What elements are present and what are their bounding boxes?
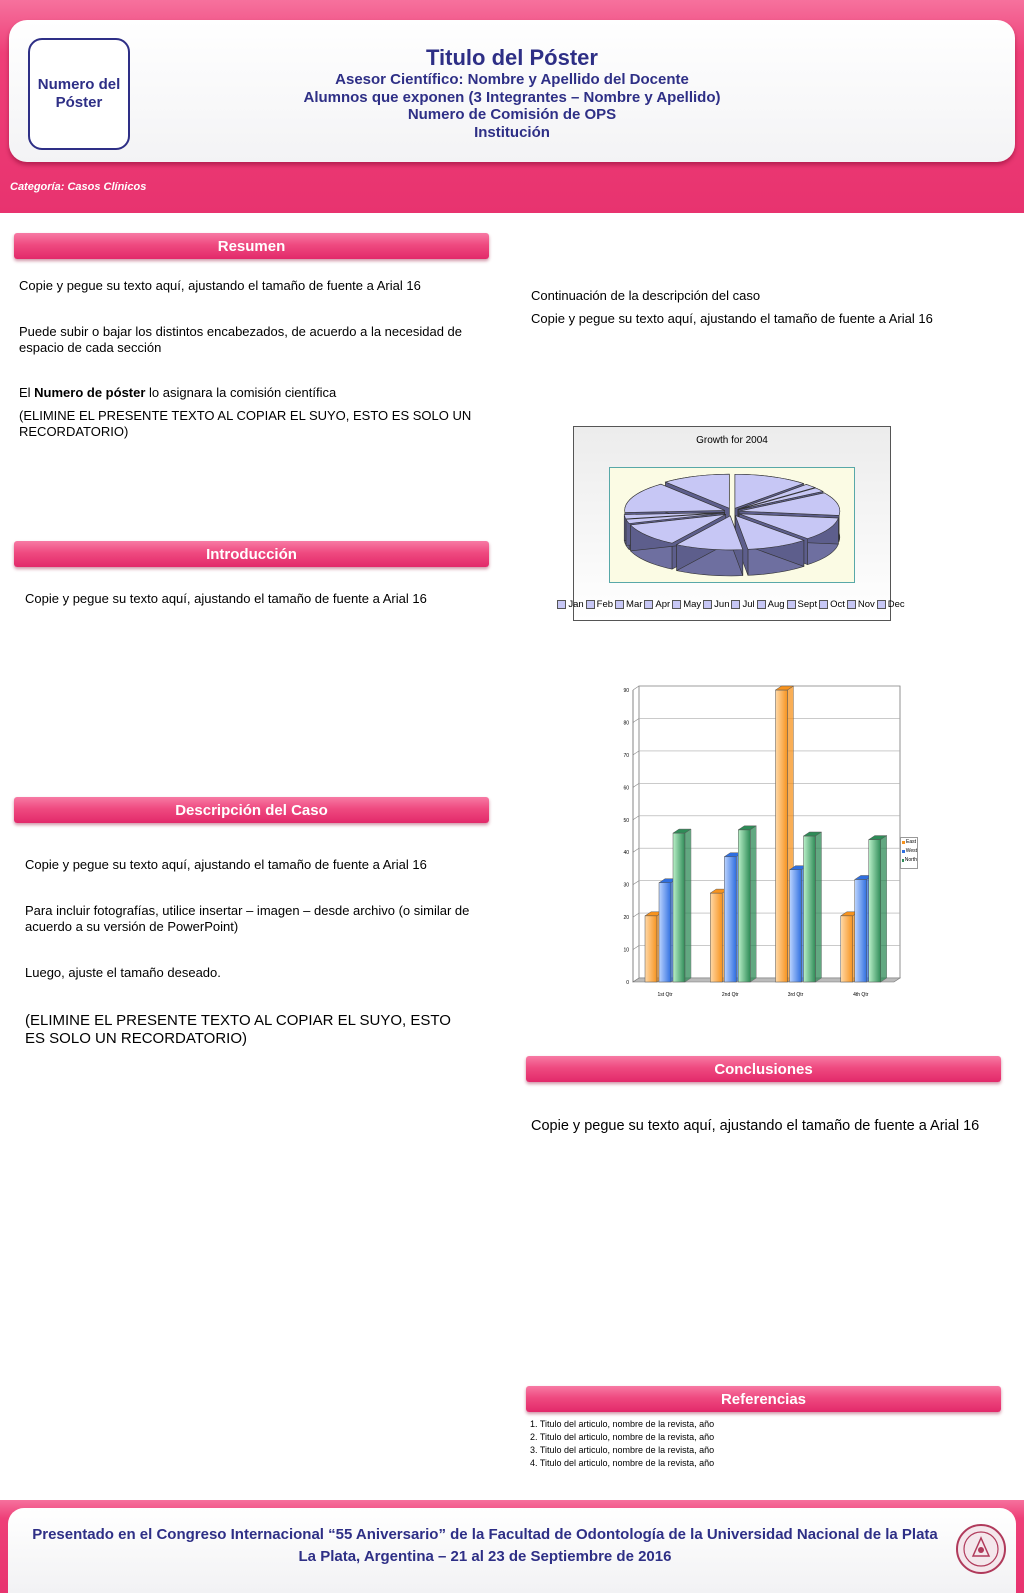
legend-swatch xyxy=(819,600,828,609)
y-tick-label: 40 xyxy=(623,850,629,857)
section-heading-referencias: Referencias xyxy=(526,1386,1001,1412)
reference-item: 2. Titulo del articulo, nombre de la revista, año xyxy=(530,1432,715,1442)
pie-svg xyxy=(610,468,854,582)
category-label: Categoría: Casos Clínicos xyxy=(10,181,147,193)
legend-swatch xyxy=(615,600,624,609)
resumen-text-3-prefix: El xyxy=(19,385,35,400)
pie-legend-item xyxy=(557,599,583,610)
bar-north-3 xyxy=(804,832,822,982)
y-tick-label: 70 xyxy=(623,752,629,759)
x-tick-label: 3rd Qtr xyxy=(787,992,804,998)
section-heading-conclusiones: Conclusiones xyxy=(526,1056,1001,1082)
legend-swatch xyxy=(703,600,712,609)
bar-legend-label: West xyxy=(905,848,917,854)
pie-legend-item xyxy=(819,599,845,610)
pie-legend-item xyxy=(586,599,613,610)
bar-legend-item xyxy=(901,856,917,865)
pie-legend-label: Jun xyxy=(714,599,730,610)
pie-chart xyxy=(568,426,905,621)
pie-legend-item xyxy=(787,599,818,610)
gridline-depth xyxy=(633,946,639,950)
bar-north-1 xyxy=(673,829,691,982)
gridline-depth xyxy=(633,686,639,690)
poster-number-emphasis: Numero de póster xyxy=(34,385,146,400)
header-institution: Institución xyxy=(474,124,550,141)
continuacion-text-2: Copie y pegue su texto aquí, ajustando el tamaño de fuente a Arial 16 xyxy=(531,311,933,326)
gridline-depth xyxy=(633,881,639,885)
x-tick-label: 2nd Qtr xyxy=(721,992,739,998)
header-commission: Numero de Comisión de OPS xyxy=(407,106,617,123)
gridline-depth xyxy=(633,751,639,755)
conclusiones-text: Copie y pegue su texto aquí, ajustando el tamaño de fuente a Arial 16 xyxy=(531,1118,980,1134)
gridline-depth xyxy=(633,718,639,722)
descripcion-text-3: Luego, ajuste el tamaño deseado. xyxy=(25,965,221,980)
legend-swatch xyxy=(902,841,905,844)
introduccion-text: Copie y pegue su texto aquí, ajustando el tamaño de fuente a Arial 16 xyxy=(25,591,427,606)
legend-swatch xyxy=(847,600,856,609)
y-tick-label: 0 xyxy=(626,980,629,986)
section-heading-resumen: Resumen xyxy=(14,233,489,259)
bar-chart xyxy=(615,685,920,1025)
pie-legend-item xyxy=(644,599,670,610)
pie-legend-item xyxy=(703,599,729,610)
pie-legend-label: Oct xyxy=(830,599,845,610)
descripcion-text-2: Para incluir fotografías, utilice insertar – imagen – desde archivo (o similar de acuerdo a su versión de PowerPoint) xyxy=(25,903,470,934)
pie-legend-item xyxy=(757,599,785,610)
descripcion-text-1: Copie y pegue su texto aquí, ajustando el tamaño de fuente a Arial 16 xyxy=(25,857,427,872)
legend-swatch xyxy=(672,600,681,609)
pie-legend-label: Mar xyxy=(626,599,643,610)
x-tick-label: 4th Qtr xyxy=(853,992,869,998)
references-list xyxy=(530,1418,714,1470)
bar-north-4 xyxy=(869,836,887,982)
y-tick-label: 90 xyxy=(623,688,629,694)
poster-title: Titulo del Póster xyxy=(426,45,598,70)
resumen-text-3 xyxy=(19,385,489,401)
resumen-text-1: Copie y pegue su texto aquí, ajustando el tamaño de fuente a Arial 16 xyxy=(19,278,421,293)
pie-legend-label: May xyxy=(683,599,702,610)
pie-legend-label: Sept xyxy=(797,599,818,610)
pie-legend-item xyxy=(672,599,701,610)
pie-legend-label: Jul xyxy=(742,599,755,610)
gridline-depth xyxy=(633,816,639,820)
pie-legend-label: Apr xyxy=(655,599,671,610)
bar-north-2 xyxy=(738,826,756,982)
bar-legend-label: North xyxy=(904,857,917,863)
bar-legend-label: East xyxy=(906,839,917,845)
continuacion-text-1: Continuación de la descripción del caso xyxy=(531,288,761,303)
pie-legend-item xyxy=(731,599,754,610)
pie-legend-item xyxy=(615,599,642,610)
y-tick-label: 10 xyxy=(623,947,629,954)
legend-swatch xyxy=(902,859,904,862)
legend-swatch xyxy=(644,600,653,609)
pie-legend-label: Jan xyxy=(568,599,584,610)
header-advisor: Asesor Científico: Nombre y Apellido del Docente xyxy=(335,71,689,88)
resumen-text-2: Puede subir o bajar los distintos encabezados, de acuerdo a la necesidad de espacio de cada sección xyxy=(19,324,463,355)
y-tick-label: 20 xyxy=(623,915,629,922)
legend-swatch xyxy=(757,600,766,609)
gridline-depth xyxy=(633,913,639,917)
x-tick-label: 1st Qtr xyxy=(657,992,673,998)
y-tick-label: 80 xyxy=(623,720,629,727)
y-tick-label: 60 xyxy=(623,785,629,792)
pie-legend-label: Aug xyxy=(767,599,785,610)
legend-swatch xyxy=(902,850,905,853)
gridline-depth xyxy=(633,783,639,787)
pie-legend xyxy=(568,599,905,610)
reference-item: 4. Titulo del articulo, nombre de la revista, año xyxy=(530,1458,715,1468)
poster-number-box: Numero del Póster xyxy=(28,38,130,150)
reference-item: 3. Titulo del articulo, nombre de la revista, año xyxy=(530,1445,715,1455)
legend-swatch xyxy=(586,600,595,609)
y-tick-label: 30 xyxy=(623,882,629,889)
bar-legend xyxy=(900,837,918,869)
legend-swatch xyxy=(877,600,886,609)
y-tick-label: 50 xyxy=(623,817,629,824)
section-heading-descripcion: Descripción del Caso xyxy=(14,797,489,823)
pie-chart-title: Growth for 2004 xyxy=(696,435,768,446)
legend-swatch xyxy=(731,600,740,609)
bar-legend-item xyxy=(901,847,917,856)
descripcion-reminder: (ELIMINE EL PRESENTE TEXTO AL COPIAR EL SUYO, ESTO ES SOLO UN RECORDATORIO) xyxy=(25,1012,451,1047)
footer-location-date: La Plata, Argentina – 21 al 23 de Septiembre de 2016 xyxy=(298,1548,672,1565)
gridline-depth xyxy=(633,848,639,852)
section-heading-introduccion: Introducción xyxy=(14,541,489,567)
resumen-text-3-suffix: lo asignara la comisión científica xyxy=(145,385,337,400)
pie-legend-label: Feb xyxy=(596,599,614,610)
pie-legend-item xyxy=(847,599,875,610)
university-seal-icon xyxy=(955,1522,1007,1576)
reference-item: 1. Titulo del articulo, nombre de la revista, año xyxy=(530,1419,715,1429)
footer-congress: Presentado en el Congreso Internacional “55 Aniversario” de la Facultad de Odontología de la Universidad Nacional de la Plata xyxy=(32,1526,938,1543)
legend-swatch xyxy=(557,600,566,609)
pie-legend-label: Dec xyxy=(887,599,905,610)
pie-plot-area xyxy=(609,467,855,583)
legend-swatch xyxy=(787,600,796,609)
resumen-reminder: (ELIMINE EL PRESENTE TEXTO AL COPIAR EL SUYO, ESTO ES SOLO UN RECORDATORIO) xyxy=(19,408,472,439)
header-students: Alumnos que exponen (3 Integrantes – Nombre y Apellido) xyxy=(303,89,721,106)
pie-legend-item xyxy=(877,599,905,610)
bar-legend-item xyxy=(901,838,917,847)
pie-legend-label: Nov xyxy=(857,599,875,610)
